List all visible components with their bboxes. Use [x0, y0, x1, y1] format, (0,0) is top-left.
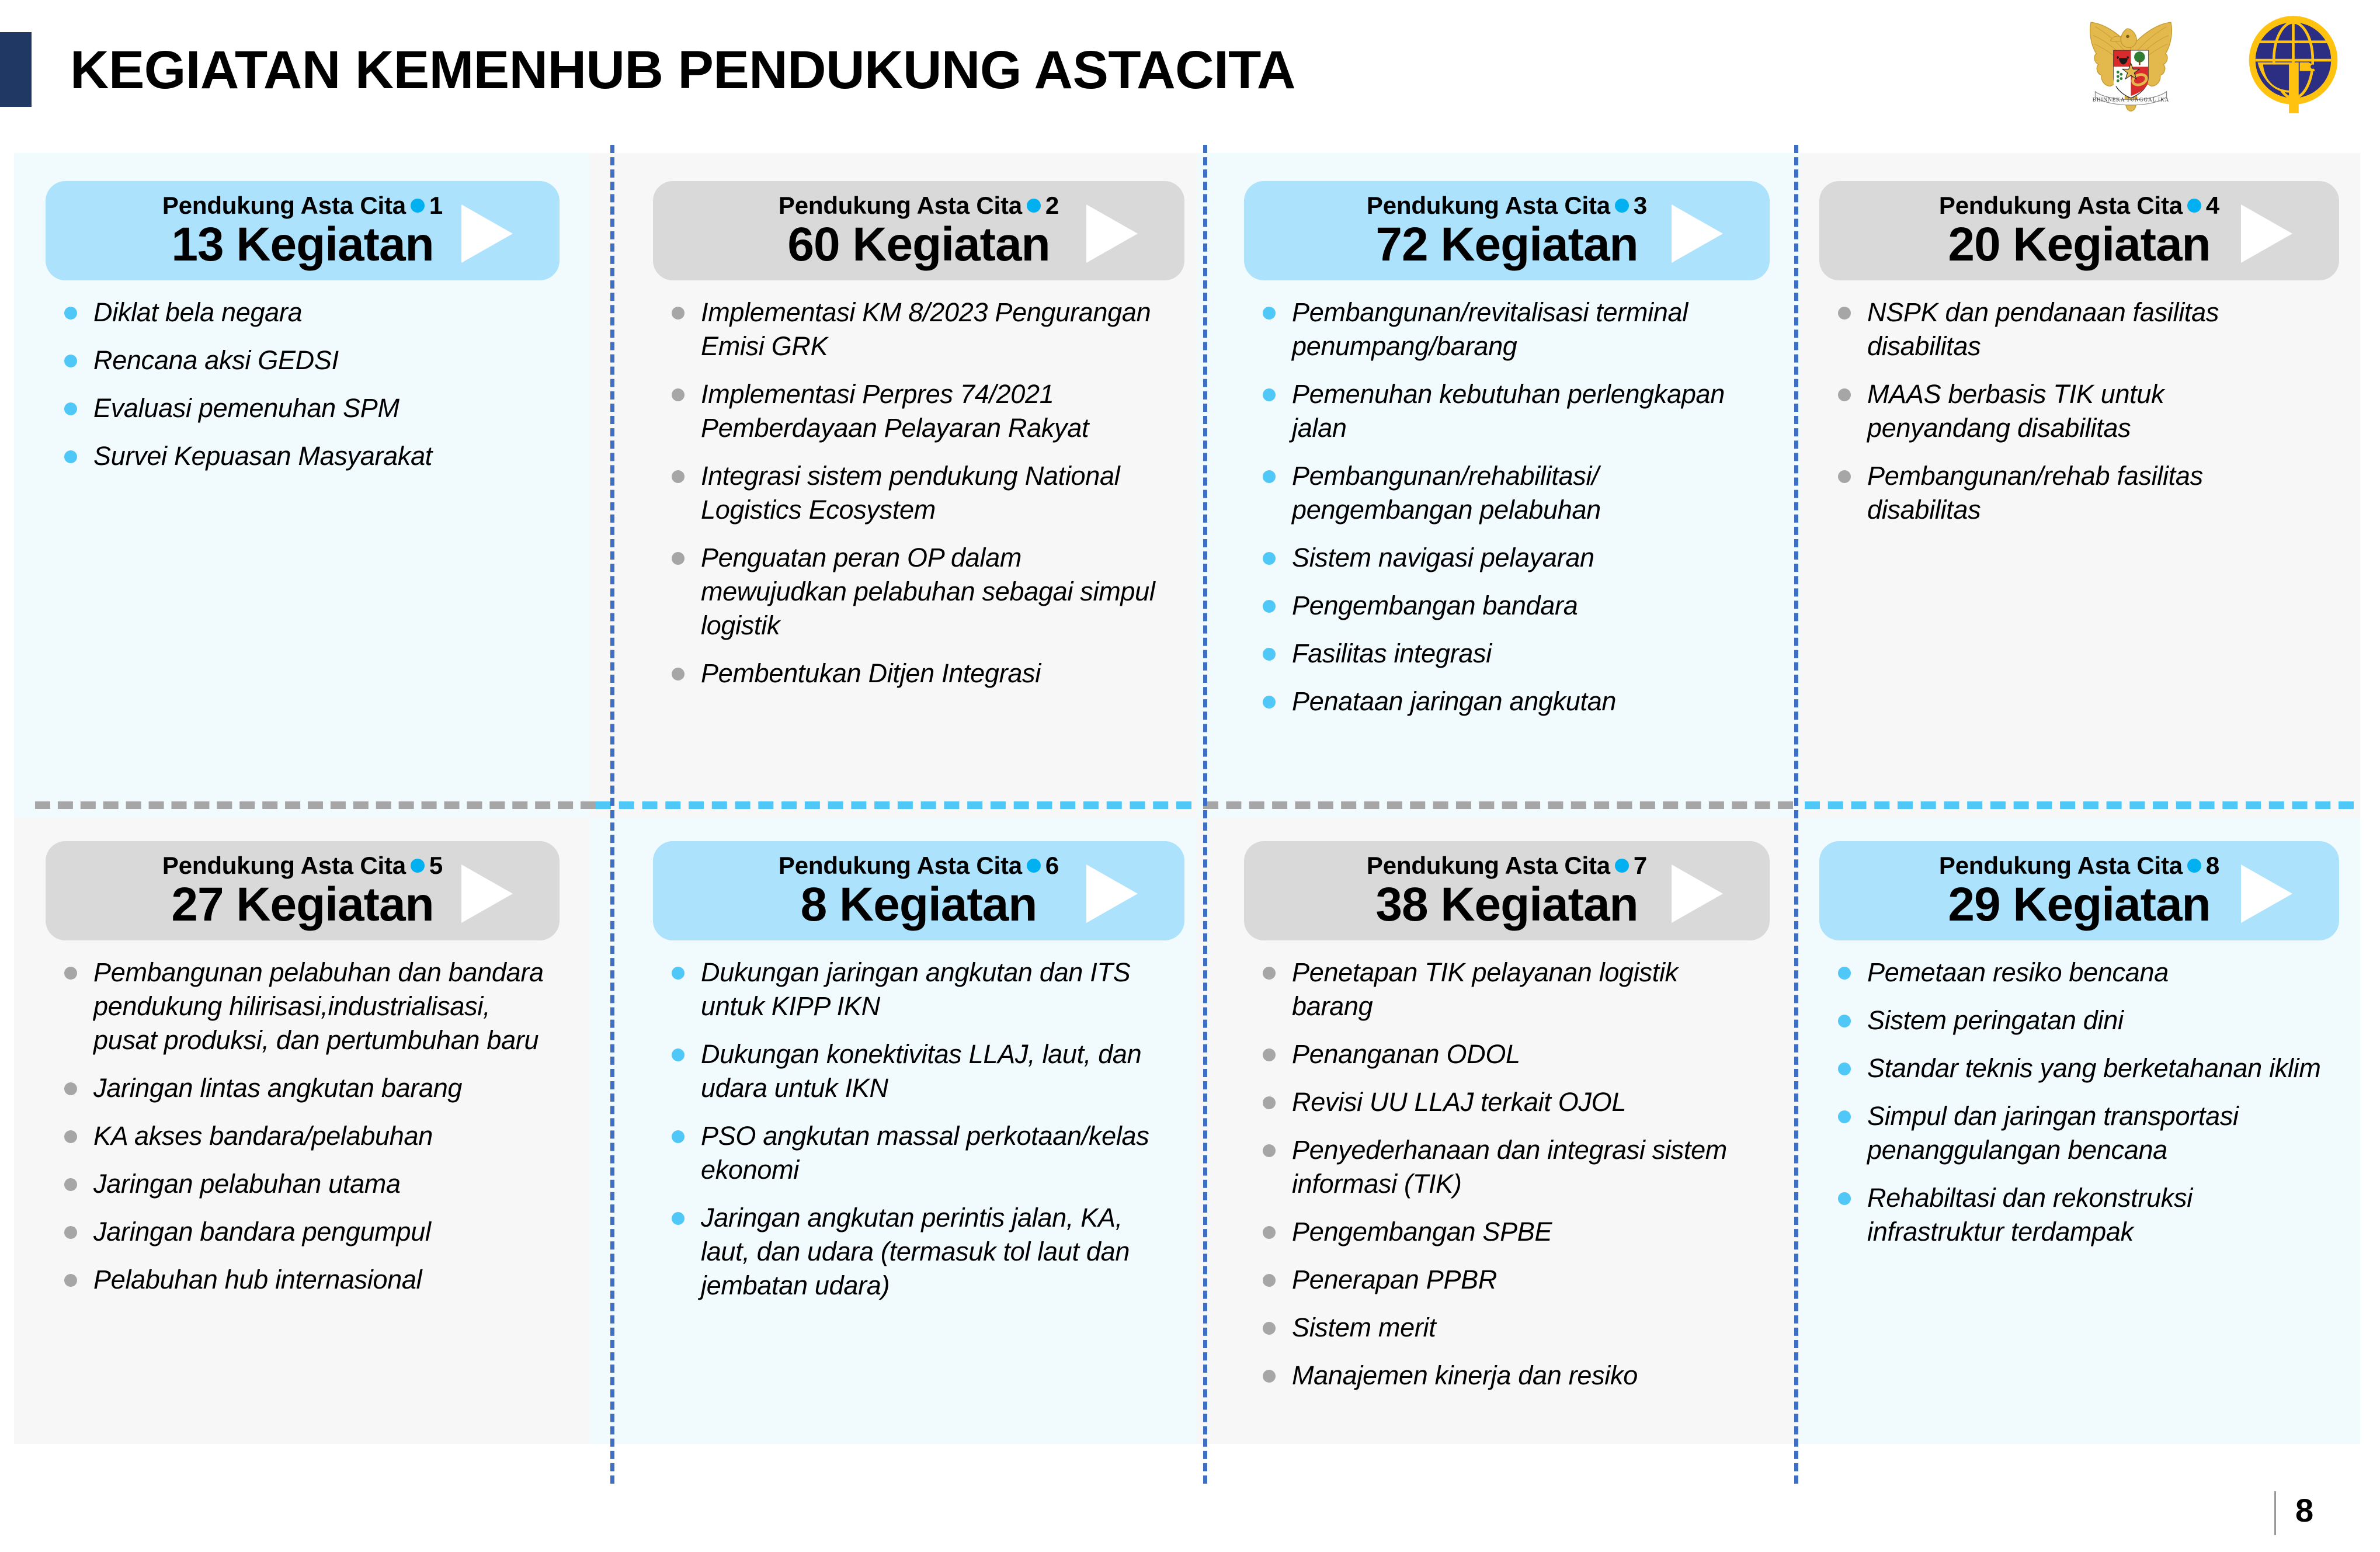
list-item: Pembentukan Ditjen Integrasi	[665, 657, 1155, 690]
page-number: 8	[2295, 1492, 2314, 1529]
card-number-3: 3	[1633, 192, 1648, 219]
card-number-2: 2	[1045, 192, 1059, 219]
card-header-3	[1244, 181, 1770, 280]
card-items-5	[57, 956, 548, 1311]
card-count-5: 27 Kegiatan	[171, 878, 434, 931]
list-item: Implementasi KM 8/2023 Pengurangan Emisi GRK	[665, 296, 1155, 363]
list-item: Manajemen kinerja dan resiko	[1256, 1359, 1746, 1393]
list-item: Simpul dan jaringan transportasi penanggulangan bencana	[1831, 1099, 2325, 1167]
card-header-8	[1819, 841, 2339, 940]
card-items-1	[57, 296, 548, 487]
card-number-8: 8	[2205, 852, 2220, 879]
card-asta-cita-3[interactable]	[1244, 181, 1770, 716]
card-label-text-3: Pendukung Asta Cita	[1366, 192, 1610, 219]
card-count-3: 72 Kegiatan	[1375, 218, 1638, 271]
list-item: Penerapan PPBR	[1256, 1263, 1746, 1297]
row-divider-col-4	[1805, 801, 2354, 809]
row-divider-col-2	[596, 801, 1191, 809]
list-item: Pengembangan SPBE	[1256, 1215, 1746, 1249]
card-asta-cita-5[interactable]	[46, 841, 560, 1294]
card-count-6: 8 Kegiatan	[800, 878, 1037, 931]
list-item: Pembangunan/revitalisasi terminal penumpang/barang	[1256, 296, 1746, 363]
title-accent-bar	[0, 32, 32, 107]
list-item: KA akses bandara/pelabuhan	[57, 1119, 548, 1153]
card-dot-icon-1	[411, 199, 425, 213]
list-item: Penguatan peran OP dalam mewujudkan pelabuhan sebagai simpul logistik	[665, 541, 1155, 643]
list-item: Diklat bela negara	[57, 296, 548, 329]
card-label-text-6: Pendukung Asta Cita	[778, 852, 1022, 879]
card-header-1	[46, 181, 560, 280]
card-dot-icon-4	[2187, 199, 2201, 213]
card-number-4: 4	[2205, 192, 2220, 219]
card-label-text-2: Pendukung Asta Cita	[778, 192, 1022, 219]
card-dot-icon-5	[411, 859, 425, 873]
card-count-2: 60 Kegiatan	[787, 218, 1050, 271]
list-item: Pelabuhan hub internasional	[57, 1263, 548, 1297]
list-item: Pembangunan/rehab fasilitas disabilitas	[1831, 459, 2298, 527]
card-header-5	[46, 841, 560, 940]
list-item: Revisi UU LLAJ terkait OJOL	[1256, 1085, 1746, 1119]
list-item: Integrasi sistem pendukung National Logistics Ecosystem	[665, 459, 1155, 527]
play-arrow-icon-5	[461, 864, 513, 923]
card-dot-icon-2	[1027, 199, 1041, 213]
card-number-5: 5	[429, 852, 443, 879]
list-item: Fasilitas integrasi	[1256, 637, 1746, 671]
list-item: Pengembangan bandara	[1256, 589, 1746, 623]
card-asta-cita-4[interactable]	[1819, 181, 2339, 525]
row-divider-col-1	[35, 801, 596, 809]
list-item: Jaringan bandara pengumpul	[57, 1215, 548, 1249]
card-items-6	[665, 956, 1167, 1317]
card-dot-icon-8	[2187, 859, 2201, 873]
kemenhub-logo-icon	[2239, 11, 2347, 119]
list-item: Standar teknis yang berketahanan iklim	[1831, 1051, 2325, 1085]
card-dot-icon-7	[1615, 859, 1629, 873]
list-item: Evaluasi pemenuhan SPM	[57, 391, 548, 425]
card-label-text-4: Pendukung Asta Cita	[1938, 192, 2183, 219]
play-arrow-icon-8	[2241, 864, 2292, 923]
card-items-8	[1831, 956, 2325, 1263]
card-items-4	[1831, 296, 2298, 541]
card-asta-cita-2[interactable]	[653, 181, 1184, 688]
play-arrow-icon-6	[1086, 864, 1138, 923]
list-item: Jaringan angkutan perintis jalan, KA, laut, dan udara (termasuk tol laut dan jembatan udara)	[665, 1201, 1167, 1303]
list-item: Implementasi Perpres 74/2021 Pemberdayaan Pelayaran Rakyat	[665, 377, 1155, 445]
svg-text:BHINNEKA TUNGGAL IKA: BHINNEKA TUNGGAL IKA	[2092, 97, 2170, 103]
play-arrow-icon-2	[1086, 204, 1138, 263]
card-asta-cita-1[interactable]	[46, 181, 560, 471]
garuda-pancasila-emblem-icon	[2077, 11, 2185, 119]
list-item: Sistem merit	[1256, 1311, 1746, 1345]
list-item: Penataan jaringan angkutan	[1256, 685, 1746, 718]
card-label-text-7: Pendukung Asta Cita	[1366, 852, 1610, 879]
page-title: KEGIATAN KEMENHUB PENDUKUNG ASTACITA	[70, 40, 1295, 100]
list-item: Dukungan konektivitas LLAJ, laut, dan udara untuk IKN	[665, 1037, 1167, 1105]
card-asta-cita-8[interactable]	[1819, 841, 2339, 1247]
list-item: Jaringan lintas angkutan barang	[57, 1071, 548, 1105]
card-count-7: 38 Kegiatan	[1375, 878, 1638, 931]
list-item: Rencana aksi GEDSI	[57, 343, 548, 377]
card-header-6	[653, 841, 1184, 940]
card-dot-icon-6	[1027, 859, 1041, 873]
column-divider-1	[610, 145, 614, 1484]
card-number-1: 1	[429, 192, 443, 219]
card-count-1: 13 Kegiatan	[171, 218, 434, 271]
list-item: NSPK dan pendanaan fasilitas disabilitas	[1831, 296, 2298, 363]
list-item: Rehabiltasi dan rekonstruksi infrastruktur terdampak	[1831, 1181, 2325, 1249]
column-divider-3	[1794, 145, 1798, 1484]
card-number-6: 6	[1045, 852, 1059, 879]
card-label-text-1: Pendukung Asta Cita	[162, 192, 406, 219]
column-divider-2	[1203, 145, 1207, 1484]
card-label-text-5: Pendukung Asta Cita	[162, 852, 406, 879]
card-header-2	[653, 181, 1184, 280]
card-dot-icon-3	[1615, 199, 1629, 213]
card-items-2	[665, 296, 1155, 704]
list-item: Jaringan pelabuhan utama	[57, 1167, 548, 1201]
card-items-3	[1256, 296, 1746, 732]
play-arrow-icon-4	[2241, 204, 2292, 263]
page-number-rule	[2274, 1491, 2276, 1535]
list-item: Penanganan ODOL	[1256, 1037, 1746, 1071]
list-item: PSO angkutan massal perkotaan/kelas ekonomi	[665, 1119, 1167, 1187]
card-count-4: 20 Kegiatan	[1948, 218, 2211, 271]
card-count-8: 29 Kegiatan	[1948, 878, 2211, 931]
play-arrow-icon-7	[1672, 864, 1723, 923]
card-asta-cita-7[interactable]	[1244, 841, 1770, 1390]
row-divider-col-3	[1203, 801, 1793, 809]
list-item: Pemetaan resiko bencana	[1831, 956, 2325, 989]
play-arrow-icon-1	[461, 204, 513, 263]
card-header-4	[1819, 181, 2339, 280]
card-asta-cita-6[interactable]	[653, 841, 1184, 1300]
card-number-7: 7	[1633, 852, 1648, 879]
list-item: Survei Kepuasan Masyarakat	[57, 439, 548, 473]
list-item: Pemenuhan kebutuhan perlengkapan jalan	[1256, 377, 1746, 445]
list-item: Pembangunan/rehabilitasi/ pengembangan pelabuhan	[1256, 459, 1746, 527]
card-label-text-8: Pendukung Asta Cita	[1938, 852, 2183, 879]
list-item: Dukungan jaringan angkutan dan ITS untuk KIPP IKN	[665, 956, 1167, 1023]
list-item: Pembangunan pelabuhan dan bandara pendukung hilirisasi,industrialisasi, pusat produksi, dan pertumbuhan baru	[57, 956, 548, 1057]
list-item: Penyederhanaan dan integrasi sistem informasi (TIK)	[1256, 1133, 1746, 1201]
list-item: Sistem navigasi pelayaran	[1256, 541, 1746, 575]
list-item: MAAS berbasis TIK untuk penyandang disabilitas	[1831, 377, 2298, 445]
list-item: Sistem peringatan dini	[1831, 1004, 2325, 1037]
list-item: Penetapan TIK pelayanan logistik barang	[1256, 956, 1746, 1023]
card-items-7	[1256, 956, 1746, 1407]
card-header-7	[1244, 841, 1770, 940]
play-arrow-icon-3	[1672, 204, 1723, 263]
